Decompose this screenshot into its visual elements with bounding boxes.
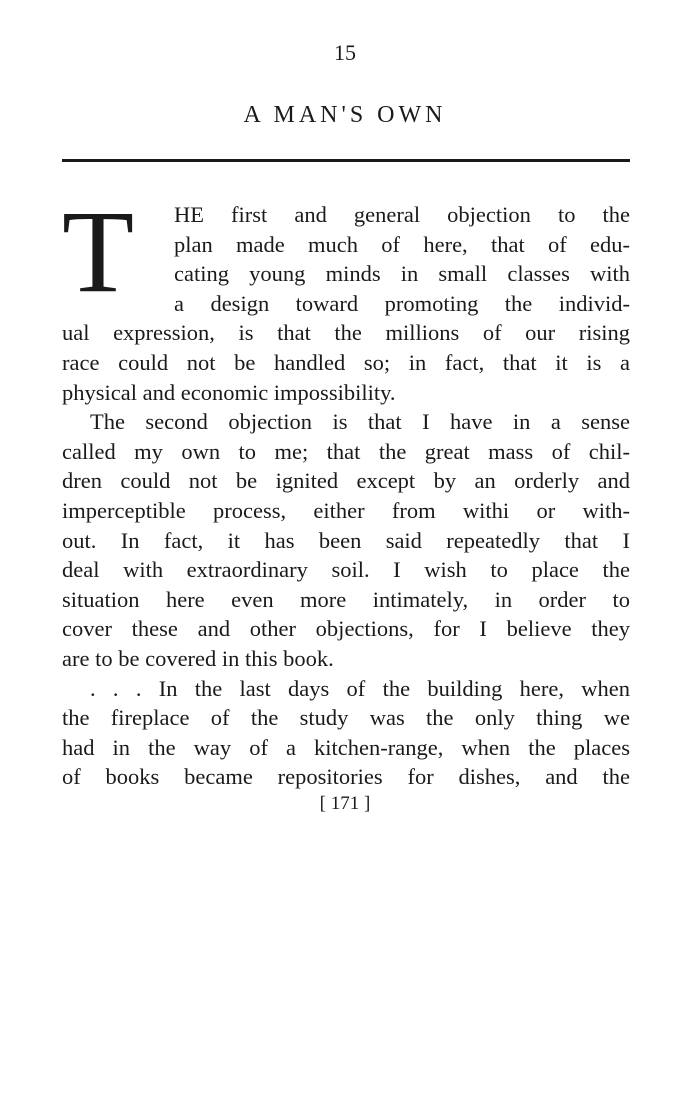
- text-line: the fireplace of the study was the only thing we: [62, 705, 630, 731]
- text-line: physical and economic impossibility.: [62, 379, 396, 405]
- text-line: race could not be handled so; in fact, that it is a: [62, 349, 630, 375]
- header-rule: [62, 159, 630, 162]
- text-line: a design toward promoting the individ-: [174, 290, 630, 316]
- text-line: of books became repositories for dishes, and the: [62, 764, 630, 790]
- text-line: imperceptible process, either from withi or with-: [62, 497, 630, 523]
- text-line: out. In fact, it has been said repeatedly that I: [62, 527, 630, 553]
- text-line: The second objection is that I have in a sense: [90, 409, 630, 435]
- text-line: HE first and general objection to the: [174, 202, 630, 227]
- body-text: [62, 186, 630, 792]
- text-line: cover these and other objections, for I believe they: [62, 616, 630, 642]
- text-line: are to be covered in this book.: [62, 645, 334, 671]
- chapter-title: A MAN'S OWN: [243, 102, 447, 128]
- drop-cap: T: [62, 186, 135, 317]
- chapter-number: 15: [334, 40, 356, 65]
- text-line: . . . In the last days of the building here, when: [90, 675, 630, 701]
- text-line: situation here even more intimately, in order to: [62, 586, 630, 612]
- text-line: deal with extraordinary soil. I wish to place the: [62, 557, 630, 583]
- page-number: [ 171 ]: [319, 793, 371, 814]
- text-line: ual expression, is that the millions of our rising: [62, 320, 630, 346]
- text-line: called my own to me; that the great mass of chil-: [62, 438, 630, 464]
- text-line: plan made much of here, that of edu-: [174, 231, 630, 257]
- text-line: cating young minds in small classes with: [174, 261, 630, 287]
- text-line: had in the way of a kitchen-range, when the places: [62, 734, 630, 760]
- text-line: dren could not be ignited except by an orderly and: [62, 468, 630, 494]
